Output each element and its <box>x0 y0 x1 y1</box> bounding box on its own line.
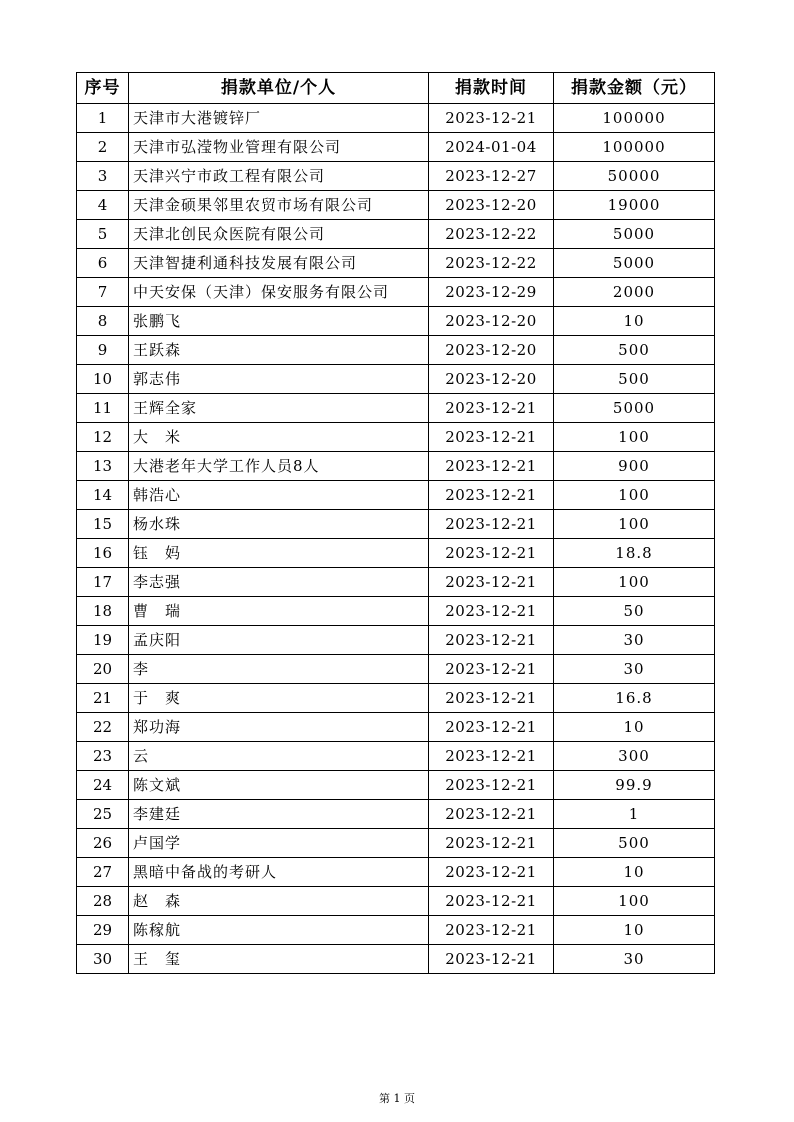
cell-donor: 天津兴宁市政工程有限公司 <box>129 162 429 191</box>
cell-donor: 张鹏飞 <box>129 307 429 336</box>
cell-donor: 王 玺 <box>129 945 429 974</box>
cell-number: 17 <box>77 568 129 597</box>
cell-donor: 赵 森 <box>129 887 429 916</box>
cell-date: 2023-12-29 <box>429 278 554 307</box>
cell-amount: 30 <box>554 655 715 684</box>
table-row <box>77 742 715 771</box>
cell-date: 2023-12-21 <box>429 887 554 916</box>
cell-number: 3 <box>77 162 129 191</box>
cell-number: 20 <box>77 655 129 684</box>
cell-date: 2023-12-21 <box>429 800 554 829</box>
cell-donor: 李 <box>129 655 429 684</box>
cell-number: 5 <box>77 220 129 249</box>
table-row <box>77 452 715 481</box>
table-row <box>77 133 715 162</box>
cell-amount: 18.8 <box>554 539 715 568</box>
table-row <box>77 104 715 133</box>
cell-amount: 50000 <box>554 162 715 191</box>
cell-date: 2023-12-27 <box>429 162 554 191</box>
table-row <box>77 626 715 655</box>
cell-date: 2023-12-21 <box>429 655 554 684</box>
cell-date: 2023-12-20 <box>429 191 554 220</box>
cell-number: 22 <box>77 713 129 742</box>
cell-donor: 于 爽 <box>129 684 429 713</box>
cell-donor: 卢国学 <box>129 829 429 858</box>
table-row <box>77 220 715 249</box>
cell-donor: 天津市大港镀锌厂 <box>129 104 429 133</box>
table-row <box>77 365 715 394</box>
cell-donor: 郭志伟 <box>129 365 429 394</box>
cell-number: 7 <box>77 278 129 307</box>
cell-amount: 5000 <box>554 249 715 278</box>
cell-donor: 陈文斌 <box>129 771 429 800</box>
cell-number: 2 <box>77 133 129 162</box>
cell-number: 25 <box>77 800 129 829</box>
cell-number: 21 <box>77 684 129 713</box>
cell-date: 2023-12-21 <box>429 771 554 800</box>
cell-date: 2023-12-20 <box>429 307 554 336</box>
table-row <box>77 539 715 568</box>
cell-donor: 天津金硕果邻里农贸市场有限公司 <box>129 191 429 220</box>
cell-amount: 10 <box>554 858 715 887</box>
cell-date: 2023-12-20 <box>429 336 554 365</box>
cell-date: 2024-01-04 <box>429 133 554 162</box>
table-row <box>77 887 715 916</box>
cell-date: 2023-12-22 <box>429 249 554 278</box>
cell-amount: 10 <box>554 307 715 336</box>
cell-donor: 钰 妈 <box>129 539 429 568</box>
cell-amount: 5000 <box>554 220 715 249</box>
cell-donor: 天津市弘滢物业管理有限公司 <box>129 133 429 162</box>
cell-date: 2023-12-21 <box>429 742 554 771</box>
page-number: 第 1 页 <box>379 1092 415 1105</box>
table-row <box>77 191 715 220</box>
cell-number: 27 <box>77 858 129 887</box>
cell-amount: 10 <box>554 916 715 945</box>
cell-donor: 黑暗中备战的考研人 <box>129 858 429 887</box>
cell-date: 2023-12-21 <box>429 568 554 597</box>
cell-donor: 李建廷 <box>129 800 429 829</box>
cell-date: 2023-12-21 <box>429 858 554 887</box>
cell-number: 23 <box>77 742 129 771</box>
table-body <box>77 104 715 974</box>
cell-amount: 500 <box>554 829 715 858</box>
cell-number: 28 <box>77 887 129 916</box>
cell-amount: 100000 <box>554 133 715 162</box>
cell-amount: 5000 <box>554 394 715 423</box>
header-date: 捐款时间 <box>429 73 554 104</box>
cell-donor: 天津智捷利通科技发展有限公司 <box>129 249 429 278</box>
cell-number: 13 <box>77 452 129 481</box>
cell-date: 2023-12-21 <box>429 394 554 423</box>
cell-amount: 100 <box>554 510 715 539</box>
cell-amount: 2000 <box>554 278 715 307</box>
cell-amount: 99.9 <box>554 771 715 800</box>
table-row <box>77 713 715 742</box>
cell-number: 8 <box>77 307 129 336</box>
cell-amount: 500 <box>554 365 715 394</box>
cell-donor: 大港老年大学工作人员8人 <box>129 452 429 481</box>
cell-number: 14 <box>77 481 129 510</box>
cell-date: 2023-12-21 <box>429 597 554 626</box>
cell-number: 19 <box>77 626 129 655</box>
header-donor: 捐款单位/个人 <box>129 73 429 104</box>
cell-donor: 云 <box>129 742 429 771</box>
cell-donor: 曹 瑞 <box>129 597 429 626</box>
cell-donor: 王跃森 <box>129 336 429 365</box>
cell-amount: 10 <box>554 713 715 742</box>
table-row <box>77 307 715 336</box>
table-row <box>77 655 715 684</box>
cell-amount: 100000 <box>554 104 715 133</box>
cell-donor: 大 米 <box>129 423 429 452</box>
table-row <box>77 249 715 278</box>
table-row <box>77 481 715 510</box>
cell-number: 9 <box>77 336 129 365</box>
cell-amount: 1 <box>554 800 715 829</box>
cell-donor: 陈稼航 <box>129 916 429 945</box>
cell-number: 12 <box>77 423 129 452</box>
cell-amount: 50 <box>554 597 715 626</box>
cell-date: 2023-12-21 <box>429 684 554 713</box>
cell-number: 24 <box>77 771 129 800</box>
table-row <box>77 684 715 713</box>
table-row <box>77 568 715 597</box>
cell-amount: 100 <box>554 568 715 597</box>
table-row <box>77 916 715 945</box>
cell-amount: 500 <box>554 336 715 365</box>
cell-number: 6 <box>77 249 129 278</box>
cell-donor: 天津北创民众医院有限公司 <box>129 220 429 249</box>
cell-donor: 杨水珠 <box>129 510 429 539</box>
table-row <box>77 945 715 974</box>
cell-amount: 100 <box>554 887 715 916</box>
cell-number: 16 <box>77 539 129 568</box>
cell-date: 2023-12-21 <box>429 626 554 655</box>
cell-date: 2023-12-20 <box>429 365 554 394</box>
table-row <box>77 162 715 191</box>
cell-amount: 30 <box>554 945 715 974</box>
table-row <box>77 510 715 539</box>
header-no: 序号 <box>77 73 129 104</box>
cell-number: 26 <box>77 829 129 858</box>
cell-amount: 300 <box>554 742 715 771</box>
table-row <box>77 800 715 829</box>
cell-number: 29 <box>77 916 129 945</box>
cell-amount: 100 <box>554 481 715 510</box>
cell-donor: 孟庆阳 <box>129 626 429 655</box>
cell-date: 2023-12-22 <box>429 220 554 249</box>
table-row <box>77 278 715 307</box>
header-amount: 捐款金额（元） <box>554 73 715 104</box>
cell-amount: 19000 <box>554 191 715 220</box>
table-row <box>77 597 715 626</box>
cell-donor: 王辉全家 <box>129 394 429 423</box>
cell-donor: 韩浩心 <box>129 481 429 510</box>
cell-amount: 100 <box>554 423 715 452</box>
table-row <box>77 858 715 887</box>
cell-date: 2023-12-21 <box>429 104 554 133</box>
cell-date: 2023-12-21 <box>429 510 554 539</box>
cell-number: 4 <box>77 191 129 220</box>
cell-donor: 李志强 <box>129 568 429 597</box>
cell-donor: 中天安保（天津）保安服务有限公司 <box>129 278 429 307</box>
cell-date: 2023-12-21 <box>429 829 554 858</box>
cell-amount: 16.8 <box>554 684 715 713</box>
cell-number: 1 <box>77 104 129 133</box>
cell-number: 30 <box>77 945 129 974</box>
table-row <box>77 394 715 423</box>
table-row <box>77 771 715 800</box>
cell-number: 15 <box>77 510 129 539</box>
cell-date: 2023-12-21 <box>429 945 554 974</box>
cell-date: 2023-12-21 <box>429 713 554 742</box>
table-row <box>77 829 715 858</box>
cell-date: 2023-12-21 <box>429 916 554 945</box>
cell-number: 10 <box>77 365 129 394</box>
cell-amount: 900 <box>554 452 715 481</box>
cell-number: 11 <box>77 394 129 423</box>
cell-donor: 郑功海 <box>129 713 429 742</box>
cell-date: 2023-12-21 <box>429 539 554 568</box>
cell-number: 18 <box>77 597 129 626</box>
table-header <box>77 73 715 104</box>
table-row <box>77 336 715 365</box>
header-row <box>77 73 715 104</box>
cell-date: 2023-12-21 <box>429 452 554 481</box>
cell-amount: 30 <box>554 626 715 655</box>
donation-table <box>76 72 715 974</box>
cell-date: 2023-12-21 <box>429 423 554 452</box>
cell-date: 2023-12-21 <box>429 481 554 510</box>
table-row <box>77 423 715 452</box>
